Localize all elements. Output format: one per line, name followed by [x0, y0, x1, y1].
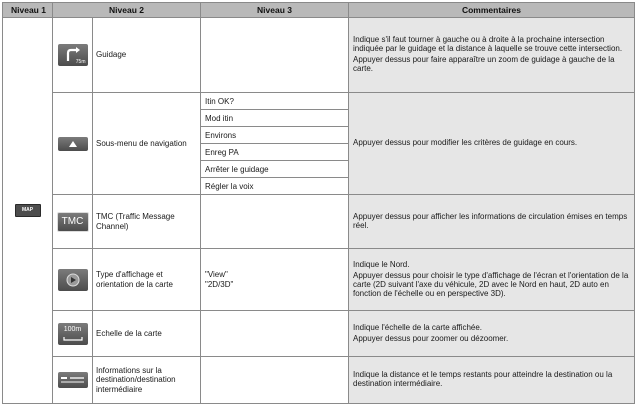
level1-cell	[3, 18, 53, 404]
comments-cell: Indique la distance et le temps restants pour atteindre la destination ou la destination intermédiaire.	[349, 357, 635, 404]
menu-table	[2, 2, 635, 404]
submenu-item[interactable]: Mod itin	[201, 110, 349, 127]
table-row-guidage	[3, 18, 635, 93]
level2-label: Echelle de la carte	[93, 311, 201, 357]
table-row-sous-menu	[3, 93, 635, 110]
triangle-up-icon[interactable]	[58, 137, 88, 151]
2d3d-option[interactable]: "2D/3D"	[205, 279, 234, 289]
comments-cell: Indique l'échelle de la carte affichée. Appuyer dessus pour zoomer ou dézoomer.	[349, 311, 635, 357]
comments-cell: Appuyer dessus pour afficher les informations de circulation émises en temps réel.	[349, 195, 635, 249]
map-icon[interactable]: MAP	[15, 204, 41, 217]
compass-icon[interactable]	[58, 269, 88, 291]
level2-label: Guidage	[93, 18, 201, 93]
level2-label: Informations sur la destination/destination intermédiaire	[93, 357, 201, 404]
comments-cell: Indique s'il faut tourner à gauche ou à droite à la prochaine intersection indiquée par le guidage et la distance à laquelle se trouve cette intersection. Appuyer dessus pour faire apparaître un zoom de guidage à gauche de la carte.	[349, 18, 635, 93]
level2-label: Sous-menu de navigation	[93, 93, 201, 195]
submenu-item[interactable]: Itin OK?	[201, 93, 349, 110]
view-option[interactable]: "View"	[205, 270, 228, 279]
submenu-item[interactable]: Environs	[201, 127, 349, 144]
comments-cell: Indique le Nord. Appuyer dessus pour choisir le type d'affichage de l'écran et l'orientation de la carte (2D suivant l'axe du véhicule, 2D avec le Nord en haut, 2D auto en fonction de l'échelle ou en perspective 3D).	[349, 249, 635, 311]
header-commentaires: Commentaires	[349, 3, 635, 18]
level2-label: Type d'affichage et orientation de la carte	[93, 249, 201, 311]
submenu-item[interactable]: Enreg PA	[201, 144, 349, 161]
submenu-item[interactable]: Arrêter le guidage	[201, 161, 349, 178]
header-row	[3, 3, 635, 18]
table-row-affichage	[3, 249, 635, 311]
tmc-icon[interactable]: TMC	[57, 212, 89, 232]
header-niveau-1: Niveau 1	[3, 3, 53, 18]
scale-icon[interactable]: 100m	[58, 323, 88, 345]
table-row-echelle	[3, 311, 635, 357]
header-niveau-2: Niveau 2	[53, 3, 201, 18]
table-row-destination	[3, 357, 635, 404]
header-niveau-3: Niveau 3	[201, 3, 349, 18]
submenu-item[interactable]: Régler la voix	[201, 178, 349, 195]
level2-label: TMC (Traffic Message Channel)	[93, 195, 201, 249]
comments-cell: Appuyer dessus pour modifier les critères de guidage en cours.	[349, 93, 635, 195]
turn-distance: 75m	[75, 59, 86, 65]
destination-info-icon[interactable]	[58, 372, 88, 388]
table-row-tmc	[3, 195, 635, 249]
turn-right-icon[interactable]	[58, 44, 88, 66]
